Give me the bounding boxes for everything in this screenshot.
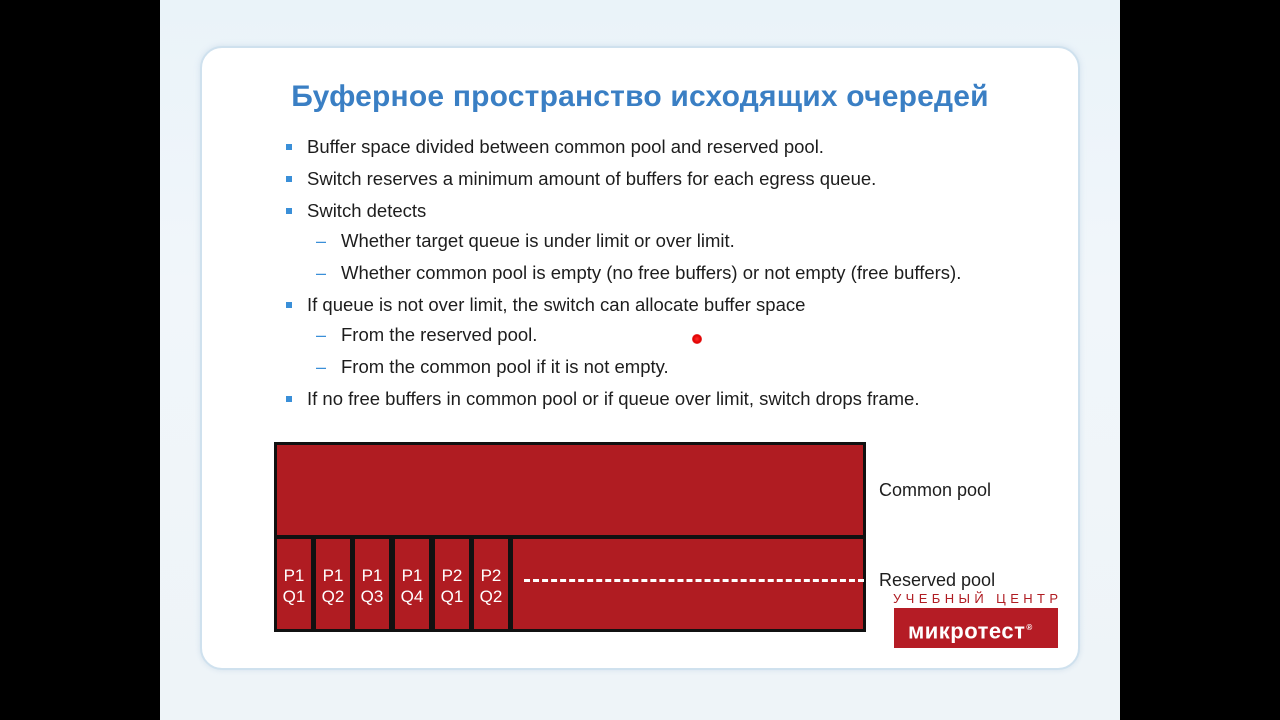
bullet-item — [286, 291, 1086, 321]
bullet-text: Switch detects — [307, 200, 427, 221]
queue-label: Q2 — [479, 587, 503, 606]
bullet-item — [286, 133, 1086, 165]
dash-marker: – — [316, 263, 327, 283]
bullet-list — [286, 133, 1086, 417]
port-label: P1 — [322, 566, 344, 585]
dash-marker: – — [316, 357, 327, 377]
bullet-text: If queue is not over limit, the switch can allocate buffer space — [307, 294, 806, 315]
queue-label: Q1 — [440, 587, 464, 606]
sub-bullet-item — [286, 321, 1086, 353]
bullet-text: Buffer space divided between common pool and reserved pool. — [307, 136, 824, 157]
bullet-item — [286, 197, 1086, 227]
queue-cell — [392, 536, 432, 632]
dash-marker: – — [316, 231, 327, 251]
queue-label: Q1 — [282, 587, 306, 606]
port-label: P2 — [480, 566, 502, 585]
sub-bullet-item — [286, 353, 1086, 385]
slide-title: Буферное пространство исходящих очередей — [291, 80, 989, 113]
dashed-divider — [524, 579, 864, 582]
bullet-item — [286, 385, 1086, 417]
port-label: P1 — [283, 566, 305, 585]
queue-label: Q3 — [360, 587, 384, 606]
queue-label: Q4 — [400, 587, 424, 606]
bullet-text: If no free buffers in common pool or if queue over limit, switch drops frame. — [307, 388, 920, 409]
sub-bullet-item — [286, 259, 1086, 291]
common-pool-label: Common pool — [879, 480, 992, 500]
queue-cell — [274, 536, 314, 632]
sub-bullet-text: From the reserved pool. — [341, 324, 538, 345]
brand-logo — [894, 608, 1058, 648]
reserved-remaining-block — [510, 536, 866, 632]
registered-mark: ® — [1026, 623, 1033, 632]
dash-marker: – — [316, 325, 327, 345]
sub-bullet-text: Whether target queue is under limit or over limit. — [341, 230, 735, 251]
queue-cell — [313, 536, 353, 632]
sub-bullet-text: From the common pool if it is not empty. — [341, 356, 669, 377]
sub-bullet-item — [286, 227, 1086, 259]
port-label: P1 — [361, 566, 383, 585]
queue-label: Q2 — [321, 587, 345, 606]
port-label: P1 — [401, 566, 423, 585]
buffer-diagram — [274, 442, 866, 632]
square-bullet-icon — [286, 396, 292, 402]
common-pool-block — [274, 442, 866, 538]
brand-name: микротест — [908, 618, 1026, 644]
square-bullet-icon — [286, 302, 292, 308]
queue-cell — [471, 536, 511, 632]
square-bullet-icon — [286, 176, 292, 182]
square-bullet-icon — [286, 144, 292, 150]
reserved-pool-row — [274, 536, 866, 632]
queue-cell — [352, 536, 392, 632]
reserved-pool-label: Reserved pool — [879, 570, 996, 590]
square-bullet-icon — [286, 208, 292, 214]
brand-caption: УЧЕБНЫЙ ЦЕНТР — [893, 591, 1063, 606]
port-label: P2 — [441, 566, 463, 585]
bullet-item — [286, 165, 1086, 197]
sub-bullet-text: Whether common pool is empty (no free buffers) or not empty (free buffers). — [341, 262, 962, 283]
bullet-text: Switch reserves a minimum amount of buffers for each egress queue. — [307, 168, 877, 189]
queue-cell — [432, 536, 472, 632]
laser-pointer-dot — [692, 334, 702, 344]
